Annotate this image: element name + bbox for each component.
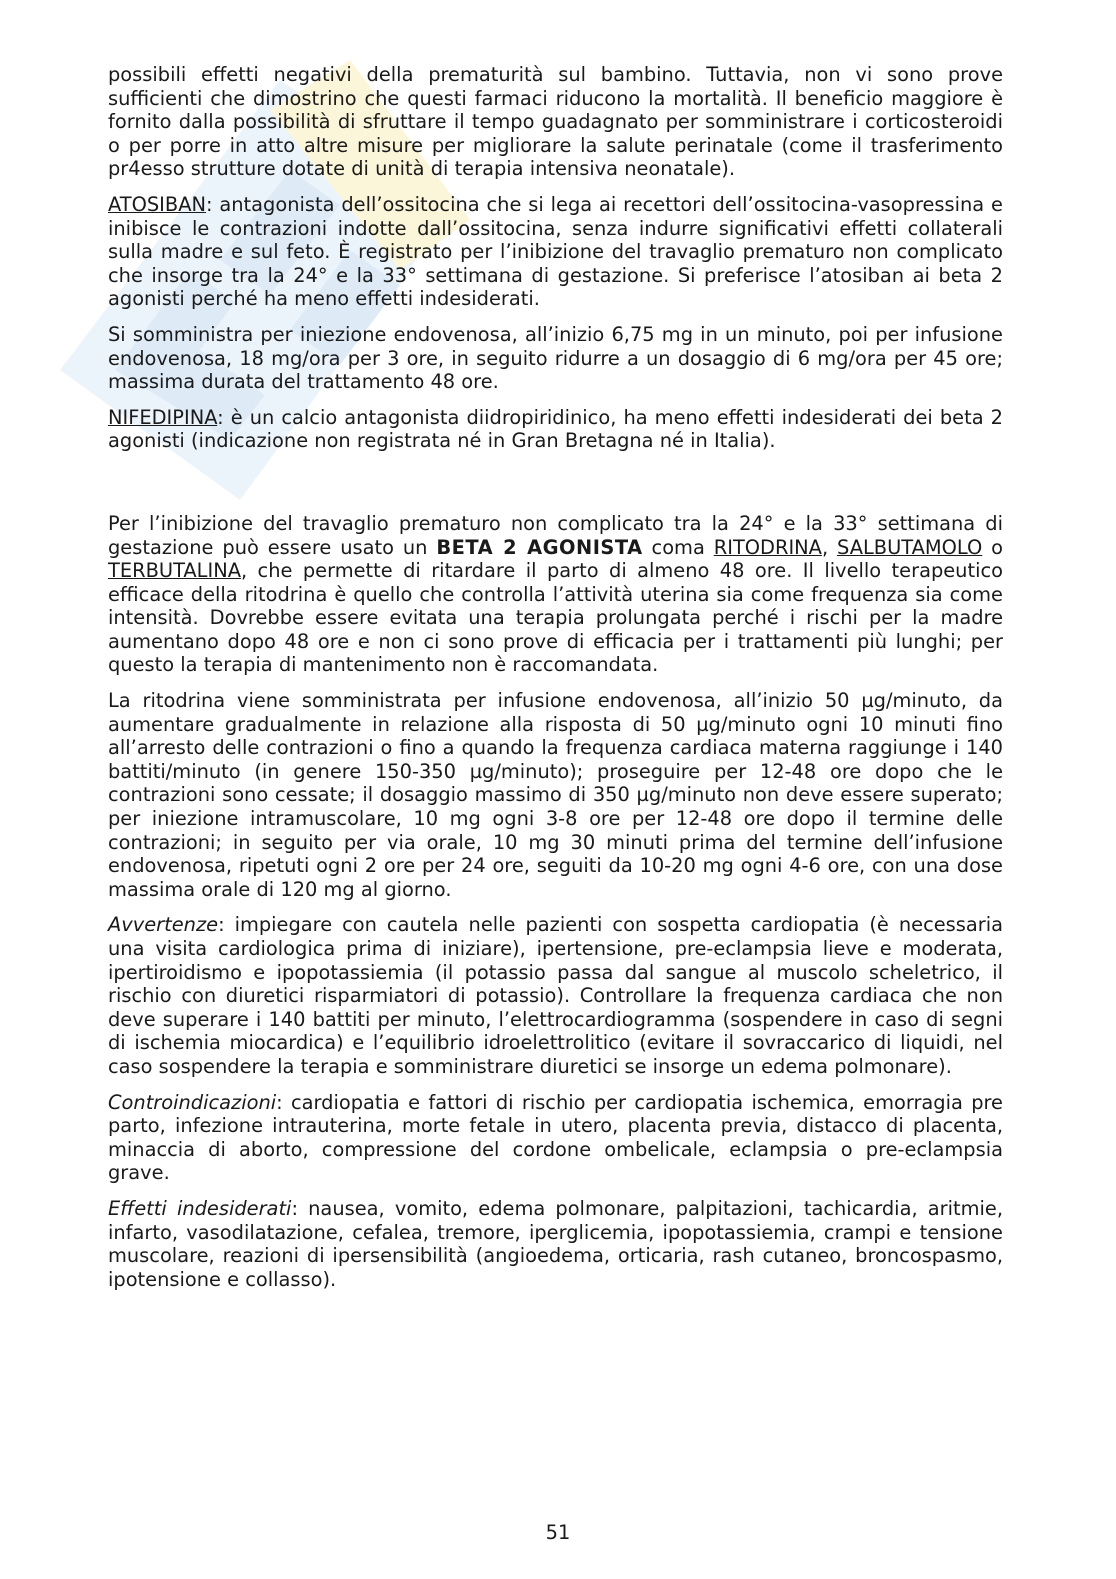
- term-beta2-agonista: BETA 2 AGONISTA: [436, 535, 643, 559]
- label-controindicazioni: Controindicazioni: [108, 1090, 277, 1114]
- term-nifedipina: NIFEDIPINA: [108, 405, 218, 429]
- document-page: [108, 63, 1003, 1303]
- label-effetti-indesiderati: Effetti indesiderati: [108, 1196, 292, 1220]
- term-atosiban: ATOSIBAN: [108, 192, 206, 216]
- paragraph-intro: possibili effetti negativi della prematurità sul bambino. Tuttavia, non vi sono prove sufficienti che dimostrino che questi farmaci riducono la mortalità. Il beneficio maggiore è fornito dalla possibilità di sfruttare il tempo guadagnato per somministrare i corticosteroidi o per porre in atto altre misure per migliorare la salute perinatale (come il trasferimento pr4esso strutture dotate di unità di terapia intensiva neonatale).: [108, 63, 1003, 181]
- label-avvertenze: Avvertenze: [108, 913, 219, 937]
- paragraph-atosiban: ATOSIBAN: antagonista dell’ossitocina che si lega ai recettori dell’ossitocina-vasopressina e inibisce le contrazioni indotte dall’ossitocina, senza indurre significativi effetti collaterali sulla madre e sul feto. È registrato per l’inibizione del travaglio prematuro non complicato che insorge tra la 24° e la 33° settimana di gestazione. Si preferisce l’atosiban ai beta 2 agonisti perché ha meno effetti indesiderati.: [108, 192, 1003, 311]
- paragraph-controindicazioni: Controindicazioni: cardiopatia e fattori di rischio per cardiopatia ischemica, emorragia pre parto, infezione intrauterina, morte fetale in utero, placenta previa, distacco di placenta, minaccia di aborto, compressione del cordone ombelicale, eclampsia o pre-eclampsia grave.: [108, 1090, 1003, 1185]
- term-salbutamolo: SALBUTAMOLO: [837, 535, 983, 559]
- paragraph-atosiban-dosage: Si somministra per iniezione endovenosa, all’inizio 6,75 mg in un minuto, poi per infusione endovenosa, 18 mg/ora per 3 ore, in seguito ridurre a un dosaggio di 6 mg/ora per 45 ore; massima durata del trattamento 48 ore.: [108, 322, 1003, 394]
- term-terbutalina: TERBUTALINA: [108, 559, 241, 583]
- paragraph-ritodrina-dosage: La ritodrina viene somministrata per infusione endovenosa, all’inizio 50 µg/minuto, da aumentare gradualmente in relazione alla risposta di 50 µg/minuto ogni 10 minuti fino all’arresto delle contrazioni o fino a quando la frequenza cardiaca materna raggiunge i 140 battiti/minuto (in genere 150-350 µg/minuto); proseguire per 12-48 ore dopo che le contrazioni sono cessate; il dosaggio massimo di 350 µg/minuto non deve essere superato; per iniezione intramuscolare, 10 mg ogni 3-8 ore per 12-48 ore dopo il termine delle contrazioni; in seguito per via orale, 10 mg 30 minuti prima del termine dell’infusione endovenosa, ripetuti ogni 2 ore per 24 ore, seguiti da 10-20 mg ogni 4-6 ore, con una dose massima orale di 120 mg al giorno.: [108, 689, 1003, 901]
- section-gap: [108, 465, 1003, 512]
- paragraph-effetti-indesiderati: Effetti indesiderati: nausea, vomito, edema polmonare, palpitazioni, tachicardia, aritmie, infarto, vasodilatazione, cefalea, tremore, iperglicemia, ipopotassiemia, crampi e tensione muscolare, reazioni di ipersensibilità (angioedema, orticaria, rash cutaneo, broncospasmo, ipotensione e collasso).: [108, 1196, 1004, 1291]
- paragraph-avvertenze: Avvertenze: impiegare con cautela nelle pazienti con sospetta cardiopatia (è necessaria una visita cardiologica prima di iniziare), ipertensione, pre-eclampsia lieve e moderata, ipertiroidismo e ipopotassiemia (il potassio passa dal sangue al muscolo scheletrico, il rischio con diuretici risparmiatori di potassio). Controllare la frequenza cardiaca che non deve superare i 140 battiti per minuto, l’elettrocardiogramma (sospendere in caso di segni di ischemia miocardica) e l’equilibrio idroelettrolitico (evitare il sovraccarico di liquidi, nel caso sospendere la terapia e somministrare diuretici se insorge un edema polmonare).: [108, 913, 1003, 1078]
- term-ritodrina: RITODRINA: [713, 535, 822, 559]
- paragraph-beta2-agonista: Per l’inibizione del travaglio prematuro non complicato tra la 24° e la 33° settimana di gestazione può essere usato un BETA 2 AGONISTA coma RITODRINA, SALBUTAMOLO o TERBUTALINA, che permette di ritardare il parto di almeno 48 ore. Il livello terapeutico efficace della ritodrina è quello che controlla l’attività uterina sia come frequenza sia come intensità. Dovrebbe essere evitata una terapia prolungata perché i rischi per la madre aumentano dopo 48 ore e non ci sono prove di efficacia per i trattamenti più lunghi; per questo la terapia di mantenimento non è raccomandata.: [108, 511, 1004, 677]
- paragraph-nifedipina: NIFEDIPINA: è un calcio antagonista diidropiridinico, ha meno effetti indesiderati dei beta 2 agonisti (indicazione non registrata né in Gran Bretagna né in Italia).: [108, 405, 1003, 453]
- page-number: 51: [545, 1521, 571, 1544]
